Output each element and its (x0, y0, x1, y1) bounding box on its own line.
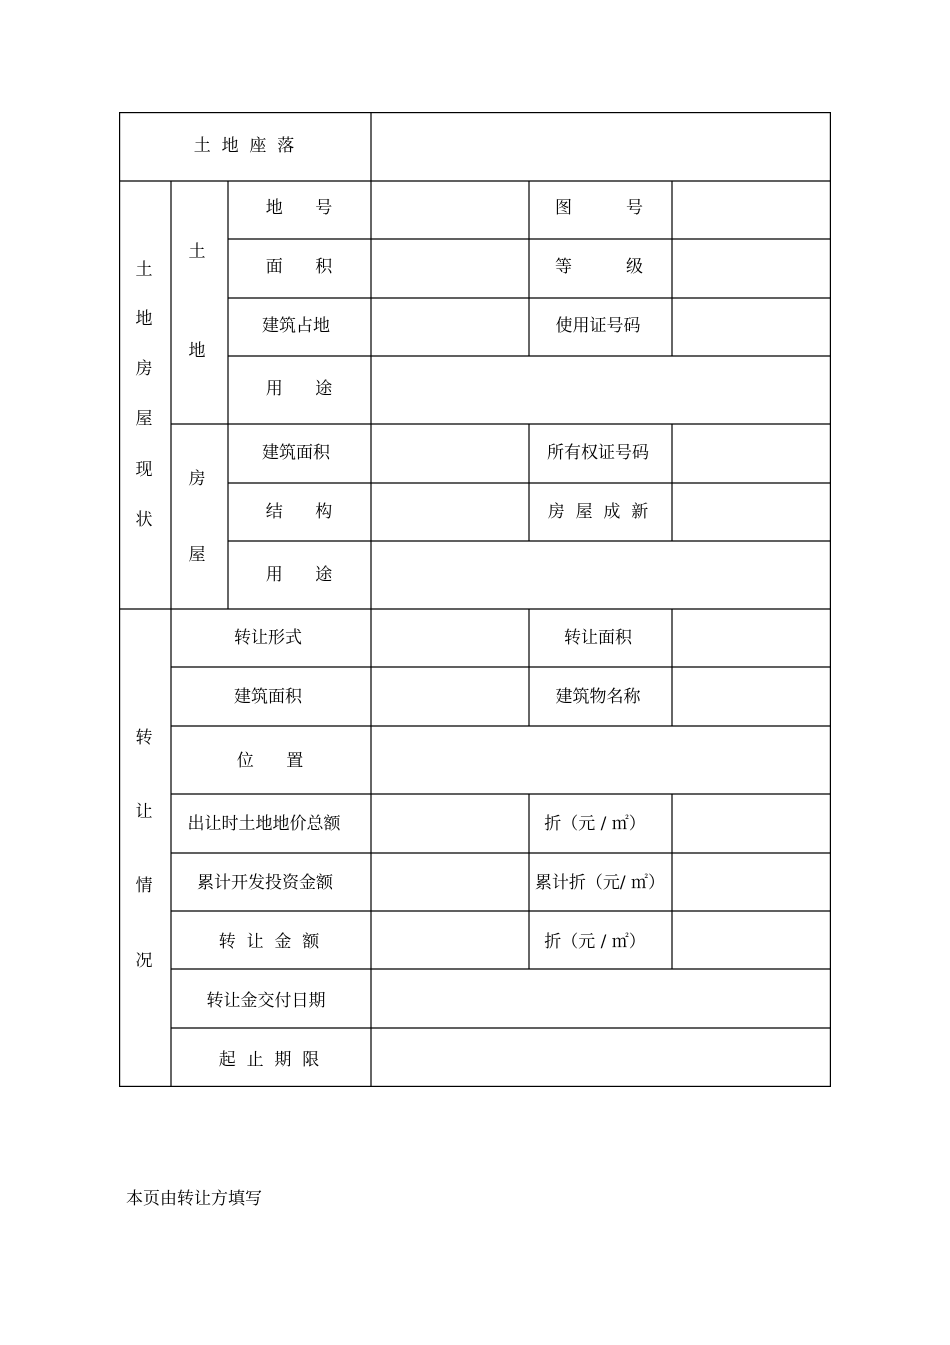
section-land-house-char-3: 房 (135, 359, 153, 379)
section-land-house-char-5: 现 (135, 460, 153, 480)
house-newness-label: 房 屋 成 新 (547, 502, 649, 522)
structure-label: 结 构 (265, 502, 333, 522)
use-cert-number-input[interactable] (673, 299, 830, 355)
ownership-cert-number-input[interactable] (673, 425, 830, 482)
land-usage-label: 用 途 (265, 379, 333, 399)
land-location-label: 土 地 座 落 (193, 136, 295, 156)
land-usage-input[interactable] (372, 357, 830, 423)
cumulative-per-sqm-label: 累计折（元/ ㎡） (534, 873, 666, 893)
lot-number-label: 地 号 (265, 198, 333, 218)
grade-input[interactable] (673, 240, 830, 297)
house-building-area-input[interactable] (372, 425, 528, 482)
house-usage-input[interactable] (372, 542, 830, 608)
transfer-amount-label: 转 让 金 额 (218, 932, 320, 952)
term-input[interactable] (372, 1029, 830, 1086)
sub-land-char-2: 地 (188, 341, 206, 361)
cumulative-investment-input[interactable] (372, 854, 528, 910)
per-sqm-label-1: 折（元 / ㎡） (544, 814, 646, 834)
section-transfer-char-4: 况 (135, 951, 153, 971)
transfer-building-area-input[interactable] (372, 668, 528, 725)
section-transfer-char-1: 转 (135, 728, 153, 748)
ownership-cert-number-label: 所有权证号码 (547, 443, 649, 463)
sub-land-char-1: 土 (188, 242, 206, 262)
position-label: 位 置 (236, 751, 304, 771)
land-price-total-input[interactable] (372, 795, 528, 852)
map-number-input[interactable] (673, 182, 830, 238)
transfer-area-input[interactable] (673, 610, 830, 666)
section-land-house-char-6: 状 (135, 510, 153, 530)
transfer-form-table (119, 112, 831, 1087)
transfer-form-label: 转让形式 (234, 628, 302, 648)
transfer-area-label: 转让面积 (564, 628, 632, 648)
land-location-input[interactable] (372, 113, 830, 180)
sub-house-char-1: 房 (188, 469, 206, 489)
area-input[interactable] (372, 240, 528, 297)
section-land-house-char-2: 地 (135, 309, 153, 329)
building-footprint-input[interactable] (372, 299, 528, 355)
per-sqm-input-1[interactable] (673, 795, 830, 852)
cumulative-per-sqm-input[interactable] (673, 854, 830, 910)
section-transfer-char-2: 让 (135, 802, 153, 822)
position-input[interactable] (372, 727, 830, 793)
lot-number-input[interactable] (372, 182, 528, 238)
transfer-amount-input[interactable] (372, 912, 528, 968)
map-number-label: 图 号 (554, 198, 644, 218)
sub-house-char-2: 屋 (188, 545, 206, 565)
grade-label: 等 级 (554, 257, 644, 277)
per-sqm-label-2: 折（元 / ㎡） (544, 932, 646, 952)
payment-date-label: 转让金交付日期 (206, 991, 326, 1011)
house-building-area-label: 建筑面积 (262, 443, 330, 463)
transfer-form-input[interactable] (372, 610, 528, 666)
term-label: 起 止 期 限 (218, 1050, 320, 1070)
footer-note: 本页由转让方填写 (126, 1189, 262, 1209)
payment-date-input[interactable] (372, 970, 830, 1027)
section-transfer-char-3: 情 (135, 876, 153, 896)
section-land-house-char-1: 土 (135, 260, 153, 280)
land-price-total-label: 出让时土地地价总额 (187, 814, 341, 834)
house-newness-input[interactable] (673, 484, 830, 540)
building-name-input[interactable] (673, 668, 830, 725)
structure-input[interactable] (372, 484, 528, 540)
section-land-house-char-4: 屋 (135, 409, 153, 429)
house-usage-label: 用 途 (265, 565, 333, 585)
use-cert-number-label: 使用证号码 (555, 316, 641, 336)
cumulative-investment-label: 累计开发投资金额 (197, 873, 333, 893)
building-footprint-label: 建筑占地 (262, 316, 330, 336)
transfer-building-area-label: 建筑面积 (234, 687, 302, 707)
area-label: 面 积 (265, 257, 333, 277)
building-name-label: 建筑物名称 (555, 687, 641, 707)
per-sqm-input-2[interactable] (673, 912, 830, 968)
